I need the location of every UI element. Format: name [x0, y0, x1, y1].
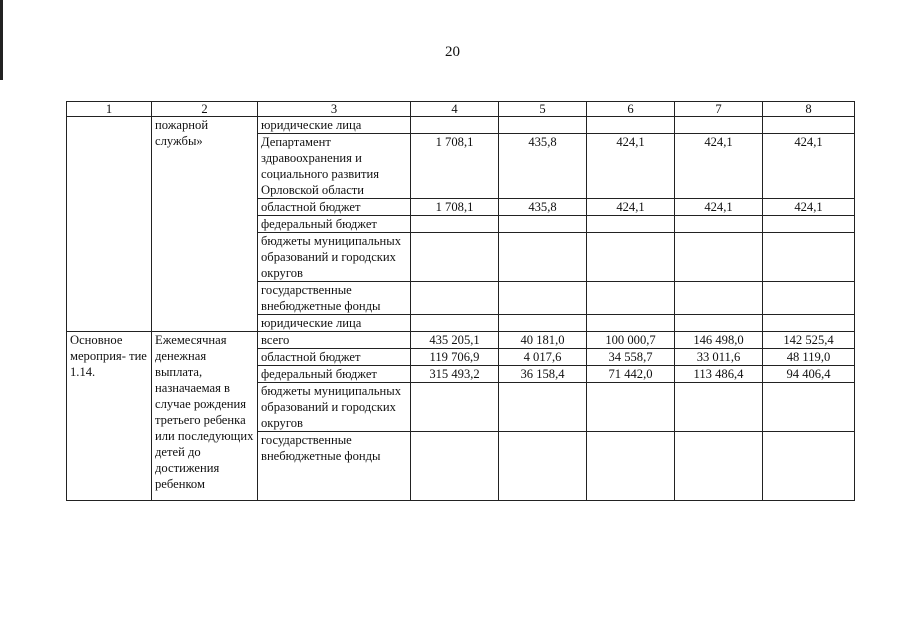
header-cell: 1 [67, 102, 152, 117]
value-cell [499, 233, 587, 282]
value-cell [675, 432, 763, 501]
value-cell [411, 233, 499, 282]
header-cell: 8 [763, 102, 855, 117]
value-cell [499, 383, 587, 432]
funding-source: юридические лица [258, 315, 411, 332]
header-cell: 3 [258, 102, 411, 117]
value-cell: 435,8 [499, 134, 587, 199]
value-cell [675, 315, 763, 332]
funding-source: государственные внебюджетные фонды [258, 282, 411, 315]
table-row [67, 117, 855, 134]
value-cell [763, 315, 855, 332]
value-cell [763, 383, 855, 432]
budget-table [66, 101, 855, 501]
value-cell [411, 216, 499, 233]
measure-cell-empty [67, 117, 152, 332]
table-row [67, 332, 855, 349]
header-cell: 6 [587, 102, 675, 117]
value-cell [411, 383, 499, 432]
value-cell: 119 706,9 [411, 349, 499, 366]
header-cell: 7 [675, 102, 763, 117]
value-cell: 424,1 [675, 134, 763, 199]
value-cell: 34 558,7 [587, 349, 675, 366]
value-cell: 1 708,1 [411, 199, 499, 216]
value-cell [675, 216, 763, 233]
value-cell [587, 117, 675, 134]
value-cell [499, 432, 587, 501]
value-cell: 4 017,6 [499, 349, 587, 366]
header-row [67, 102, 855, 117]
funding-source: федеральный бюджет [258, 366, 411, 383]
value-cell: 435,8 [499, 199, 587, 216]
value-cell: 36 158,4 [499, 366, 587, 383]
value-cell [763, 216, 855, 233]
funding-source: федеральный бюджет [258, 216, 411, 233]
value-cell: 100 000,7 [587, 332, 675, 349]
value-cell [675, 233, 763, 282]
value-cell [499, 117, 587, 134]
value-cell: 40 181,0 [499, 332, 587, 349]
header-cell: 5 [499, 102, 587, 117]
value-cell: 142 525,4 [763, 332, 855, 349]
page-edge-mark [0, 0, 3, 80]
value-cell [763, 282, 855, 315]
value-cell [675, 282, 763, 315]
value-cell: 113 486,4 [675, 366, 763, 383]
funding-source: областной бюджет [258, 349, 411, 366]
funding-source: Департамент здравоохранения и социального развития Орловской области [258, 134, 411, 199]
value-cell [411, 432, 499, 501]
funding-source: юридические лица [258, 117, 411, 134]
value-cell: 71 442,0 [587, 366, 675, 383]
value-cell: 424,1 [763, 134, 855, 199]
value-cell [587, 216, 675, 233]
value-cell [675, 117, 763, 134]
value-cell [587, 233, 675, 282]
value-cell [763, 233, 855, 282]
value-cell [499, 216, 587, 233]
measure-title-cell: пожарной службы» [152, 117, 258, 332]
value-cell [763, 117, 855, 134]
measure-title-cell: Ежемесячная денежная выплата, назначаемая в случае рождения третьего ребенка или последующих детей до достижения ребенком [152, 332, 258, 501]
value-cell [675, 383, 763, 432]
value-cell: 435 205,1 [411, 332, 499, 349]
value-cell: 33 011,6 [675, 349, 763, 366]
funding-source: всего [258, 332, 411, 349]
value-cell: 48 119,0 [763, 349, 855, 366]
value-cell: 94 406,4 [763, 366, 855, 383]
funding-source: бюджеты муниципальных образований и городских округов [258, 233, 411, 282]
value-cell: 1 708,1 [411, 134, 499, 199]
measure-number-cell: Основное мероприя- тие 1.14. [67, 332, 152, 501]
funding-source: бюджеты муниципальных образований и городских округов [258, 383, 411, 432]
funding-source: государственные внебюджетные фонды [258, 432, 411, 501]
value-cell: 424,1 [587, 134, 675, 199]
value-cell [587, 282, 675, 315]
value-cell [411, 315, 499, 332]
page-number: 20 [445, 44, 460, 60]
header-cell: 4 [411, 102, 499, 117]
value-cell [587, 315, 675, 332]
value-cell [499, 282, 587, 315]
value-cell [763, 432, 855, 501]
header-cell: 2 [152, 102, 258, 117]
value-cell: 424,1 [675, 199, 763, 216]
value-cell [499, 315, 587, 332]
value-cell [587, 383, 675, 432]
value-cell: 424,1 [587, 199, 675, 216]
value-cell [411, 117, 499, 134]
value-cell [587, 432, 675, 501]
value-cell: 146 498,0 [675, 332, 763, 349]
value-cell: 315 493,2 [411, 366, 499, 383]
value-cell [411, 282, 499, 315]
value-cell: 424,1 [763, 199, 855, 216]
funding-source: областной бюджет [258, 199, 411, 216]
